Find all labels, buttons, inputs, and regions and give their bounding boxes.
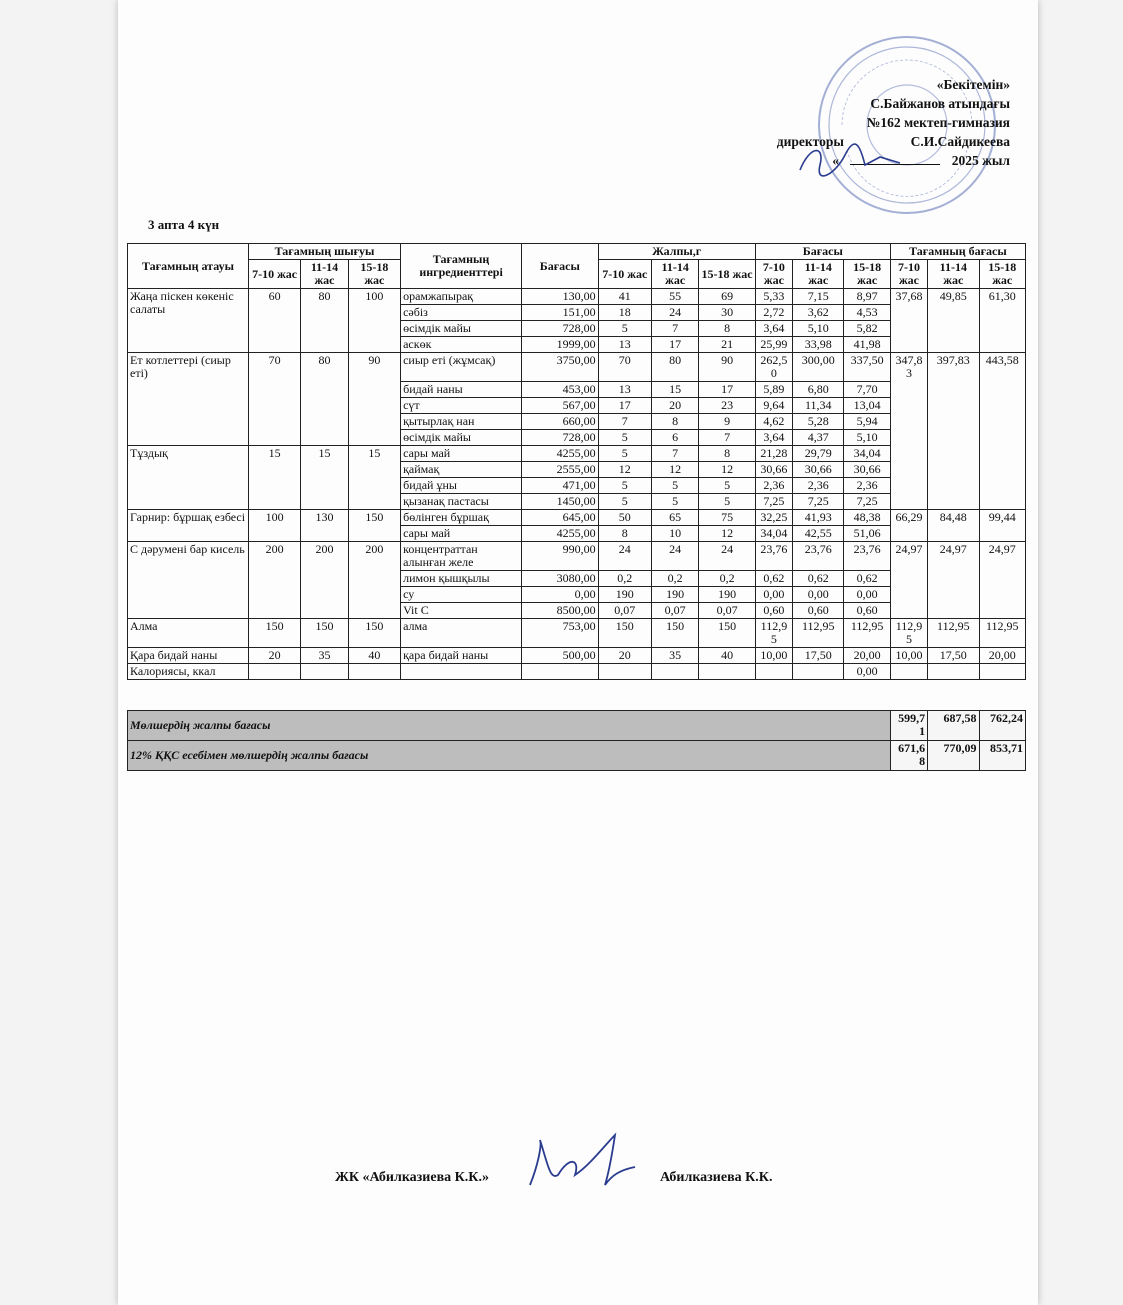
header-cost: Бағасы — [755, 244, 890, 260]
ingredient-name: бидай наны — [401, 382, 522, 398]
gross-grams: 65 — [652, 510, 699, 526]
ingredient-name: бөлінген бұршақ — [401, 510, 522, 526]
gross-grams: 0,2 — [652, 571, 699, 587]
empty-cell — [401, 664, 522, 680]
empty-cell — [598, 664, 651, 680]
gross-grams: 12 — [652, 462, 699, 478]
gross-grams: 7 — [598, 414, 651, 430]
ingredient-name: сүт — [401, 398, 522, 414]
gross-grams: 0,2 — [598, 571, 651, 587]
ingredient-name: қара бидай наны — [401, 648, 522, 664]
ingredient-row — [128, 648, 1026, 664]
ingredient-price: 1999,00 — [522, 337, 599, 353]
dish-cost: 10,00 — [890, 648, 927, 664]
ingredient-price: 3080,00 — [522, 571, 599, 587]
dish-output: 150 — [301, 619, 348, 648]
ingredient-row — [128, 289, 1026, 305]
ingredient-cost: 3,64 — [755, 321, 792, 337]
approval-line-3: №162 мектеп-гимназия — [866, 115, 1010, 130]
dish-output: 90 — [348, 353, 400, 446]
gross-grams: 50 — [598, 510, 651, 526]
gross-grams: 0,2 — [699, 571, 755, 587]
gross-grams: 10 — [652, 526, 699, 542]
header-gross: Жалпы,г — [598, 244, 755, 260]
gross-grams: 5 — [598, 478, 651, 494]
ingredient-name: концентраттан алынған желе — [401, 542, 522, 571]
ingredient-cost: 33,98 — [793, 337, 844, 353]
gross-grams: 150 — [699, 619, 755, 648]
ingredient-cost: 300,00 — [793, 353, 844, 382]
gross-grams: 0,07 — [652, 603, 699, 619]
dish-output: 40 — [348, 648, 400, 664]
ingredient-cost: 34,04 — [755, 526, 792, 542]
gross-grams: 7 — [699, 430, 755, 446]
gross-grams: 20 — [598, 648, 651, 664]
gross-grams: 35 — [652, 648, 699, 664]
total-label: 12% ҚҚС есебімен мөлшердің жалпы бағасы — [128, 741, 891, 771]
total-value: 671,68 — [890, 741, 927, 771]
header-age3: 15-18 жас — [979, 260, 1026, 289]
ingredient-cost: 0,62 — [755, 571, 792, 587]
gross-grams: 8 — [699, 446, 755, 462]
dish-cost: 347,83 — [890, 353, 927, 510]
ingredient-cost: 0,62 — [844, 571, 890, 587]
gross-grams: 190 — [699, 587, 755, 603]
gross-grams: 69 — [699, 289, 755, 305]
ingredient-name: Vit C — [401, 603, 522, 619]
dish-output: 80 — [301, 289, 348, 353]
gross-grams: 6 — [652, 430, 699, 446]
total-value: 762,24 — [979, 711, 1026, 741]
ingredient-name: орамжапырақ — [401, 289, 522, 305]
dish-cost: 24,97 — [890, 542, 927, 619]
ingredient-cost: 5,89 — [755, 382, 792, 398]
gross-grams: 17 — [598, 398, 651, 414]
total-value: 770,09 — [928, 741, 979, 771]
approval-line-2: С.Байжанов атындағы — [870, 96, 1010, 111]
dish-cost: 443,58 — [979, 353, 1026, 510]
dish-output: 70 — [248, 353, 300, 446]
ingredient-cost: 13,04 — [844, 398, 890, 414]
ingredient-cost: 2,36 — [844, 478, 890, 494]
ingredient-cost: 7,70 — [844, 382, 890, 398]
header-dish-cost: Тағамның бағасы — [890, 244, 1025, 260]
gross-grams: 15 — [652, 382, 699, 398]
ingredient-cost: 51,06 — [844, 526, 890, 542]
ingredient-price: 0,00 — [522, 587, 599, 603]
total-row — [128, 741, 1026, 771]
ingredient-cost: 25,99 — [755, 337, 792, 353]
date-year: 2025 жыл — [951, 153, 1010, 168]
ingredient-price: 130,00 — [522, 289, 599, 305]
ingredient-price: 728,00 — [522, 321, 599, 337]
ingredient-name: өсімдік майы — [401, 430, 522, 446]
date-open: « — [832, 153, 839, 168]
empty-cell — [652, 664, 699, 680]
ingredient-price: 728,00 — [522, 430, 599, 446]
gross-grams: 55 — [652, 289, 699, 305]
ingredient-cost: 5,10 — [844, 430, 890, 446]
ingredient-cost: 0,60 — [793, 603, 844, 619]
empty-cell — [248, 664, 300, 680]
header-output: Тағамның шығуы — [248, 244, 400, 260]
ingredient-row — [128, 510, 1026, 526]
gross-grams: 41 — [598, 289, 651, 305]
ingredient-cost: 2,72 — [755, 305, 792, 321]
calories-label: Калориясы, ккал — [128, 664, 249, 680]
empty-cell — [301, 664, 348, 680]
dish-output: 150 — [348, 619, 400, 648]
gross-grams: 24 — [699, 542, 755, 571]
gross-grams: 75 — [699, 510, 755, 526]
ingredient-cost: 20,00 — [844, 648, 890, 664]
dish-name: Гарнир: бұршақ езбесі — [128, 510, 249, 542]
footer-name: Абилказиева К.К. — [660, 1170, 773, 1185]
gross-grams: 24 — [652, 305, 699, 321]
gross-grams: 8 — [652, 414, 699, 430]
header-age1: 7-10 жас — [248, 260, 300, 289]
ingredient-cost: 5,94 — [844, 414, 890, 430]
dish-output: 15 — [248, 446, 300, 510]
ingredient-cost: 4,53 — [844, 305, 890, 321]
gross-grams: 8 — [598, 526, 651, 542]
ingredient-name: қытырлақ нан — [401, 414, 522, 430]
ingredient-row — [128, 619, 1026, 648]
gross-grams: 5 — [699, 478, 755, 494]
dish-name: С дәрумені бар кисель — [128, 542, 249, 619]
gross-grams: 5 — [598, 446, 651, 462]
ingredient-cost: 2,36 — [755, 478, 792, 494]
ingredient-row — [128, 353, 1026, 382]
director-signature-image — [790, 135, 920, 185]
dish-cost: 24,97 — [928, 542, 979, 619]
ingredient-cost: 3,62 — [793, 305, 844, 321]
ingredient-cost: 337,50 — [844, 353, 890, 382]
gross-grams: 9 — [699, 414, 755, 430]
ingredient-cost: 112,95 — [844, 619, 890, 648]
week-day-label: 3 апта 4 күн — [148, 217, 220, 232]
dish-name: Алма — [128, 619, 249, 648]
calories-row — [128, 664, 1026, 680]
dish-output: 100 — [348, 289, 400, 353]
ingredient-name: сары май — [401, 526, 522, 542]
header-age2: 11-14 жас — [928, 260, 979, 289]
ingredient-name: өсімдік майы — [401, 321, 522, 337]
ingredient-cost: 23,76 — [793, 542, 844, 571]
ingredient-name: қаймақ — [401, 462, 522, 478]
dish-name: Қара бидай наны — [128, 648, 249, 664]
gross-grams: 190 — [652, 587, 699, 603]
footer-company: ЖК «Абилказиева К.К.» — [335, 1170, 489, 1185]
gross-grams: 150 — [652, 619, 699, 648]
ingredient-cost: 9,64 — [755, 398, 792, 414]
ingredient-cost: 32,25 — [755, 510, 792, 526]
ingredient-price: 500,00 — [522, 648, 599, 664]
dish-output: 60 — [248, 289, 300, 353]
spacer-row — [128, 680, 1026, 711]
ingredient-cost: 23,76 — [755, 542, 792, 571]
empty-cell — [979, 664, 1026, 680]
menu-table — [127, 243, 1026, 771]
ingredient-cost: 0,62 — [793, 571, 844, 587]
header-age3: 15-18 жас — [348, 260, 400, 289]
dish-cost: 397,83 — [928, 353, 979, 510]
total-value: 687,58 — [928, 711, 979, 741]
director-name: С.И.Сайдикеева — [910, 134, 1010, 149]
approval-line-1: «Бекітемін» — [936, 77, 1010, 92]
ingredient-cost: 8,97 — [844, 289, 890, 305]
ingredient-cost: 11,34 — [793, 398, 844, 414]
ingredient-name: сары май — [401, 446, 522, 462]
calories-value: 0,00 — [844, 664, 890, 680]
dish-cost: 66,29 — [890, 510, 927, 542]
ingredient-cost: 48,38 — [844, 510, 890, 526]
gross-grams: 13 — [598, 337, 651, 353]
ingredient-name: аскөк — [401, 337, 522, 353]
header-age2: 11-14 жас — [301, 260, 348, 289]
ingredient-cost: 0,00 — [844, 587, 890, 603]
header-age3: 15-18 жас — [699, 260, 755, 289]
ingredient-name: қызанақ пастасы — [401, 494, 522, 510]
ingredient-price: 1450,00 — [522, 494, 599, 510]
ingredient-cost: 112,95 — [755, 619, 792, 648]
dish-output: 200 — [348, 542, 400, 619]
dish-cost: 20,00 — [979, 648, 1026, 664]
total-row — [128, 711, 1026, 741]
total-value: 853,71 — [979, 741, 1026, 771]
menu-body — [128, 289, 1026, 771]
ingredient-cost: 4,62 — [755, 414, 792, 430]
dish-output: 200 — [248, 542, 300, 619]
gross-grams: 5 — [652, 494, 699, 510]
empty-cell — [890, 664, 927, 680]
ingredient-cost: 7,25 — [844, 494, 890, 510]
dish-cost: 99,44 — [979, 510, 1026, 542]
ingredient-name: сәбіз — [401, 305, 522, 321]
dish-output: 20 — [248, 648, 300, 664]
gross-grams: 18 — [598, 305, 651, 321]
ingredient-price: 4255,00 — [522, 526, 599, 542]
ingredient-cost: 29,79 — [793, 446, 844, 462]
gross-grams: 0,07 — [699, 603, 755, 619]
dish-output: 100 — [248, 510, 300, 542]
ingredient-cost: 5,10 — [793, 321, 844, 337]
dish-cost: 112,95 — [890, 619, 927, 648]
dish-name: Тұздық — [128, 446, 249, 510]
ingredient-cost: 30,66 — [793, 462, 844, 478]
dish-cost: 112,95 — [979, 619, 1026, 648]
ingredient-cost: 42,55 — [793, 526, 844, 542]
empty-cell — [928, 664, 979, 680]
dish-cost: 49,85 — [928, 289, 979, 353]
header-age2: 11-14 жас — [652, 260, 699, 289]
ingredient-name: бидай ұны — [401, 478, 522, 494]
gross-grams: 12 — [699, 526, 755, 542]
gross-grams: 40 — [699, 648, 755, 664]
ingredient-price: 2555,00 — [522, 462, 599, 478]
ingredient-cost: 0,60 — [755, 603, 792, 619]
gross-grams: 5 — [598, 430, 651, 446]
ingredient-price: 567,00 — [522, 398, 599, 414]
gross-grams: 7 — [652, 321, 699, 337]
ingredient-price: 8500,00 — [522, 603, 599, 619]
header-ingredients: Тағамның ингредиенттері — [401, 244, 522, 289]
header-age1: 7-10 жас — [598, 260, 651, 289]
dish-output: 200 — [301, 542, 348, 619]
gross-grams: 12 — [598, 462, 651, 478]
header-age1: 7-10 жас — [755, 260, 792, 289]
dish-output: 80 — [301, 353, 348, 446]
ingredient-cost: 30,66 — [844, 462, 890, 478]
dish-cost: 84,48 — [928, 510, 979, 542]
gross-grams: 8 — [699, 321, 755, 337]
ingredient-price: 645,00 — [522, 510, 599, 526]
dish-cost: 112,95 — [928, 619, 979, 648]
entrepreneur-signature-image — [520, 1125, 640, 1200]
ingredient-price: 453,00 — [522, 382, 599, 398]
ingredient-cost: 23,76 — [844, 542, 890, 571]
ingredient-cost: 0,00 — [793, 587, 844, 603]
ingredient-cost: 5,28 — [793, 414, 844, 430]
ingredient-cost: 10,00 — [755, 648, 792, 664]
gross-grams: 190 — [598, 587, 651, 603]
ingredient-price: 3750,00 — [522, 353, 599, 382]
gross-grams: 17 — [699, 382, 755, 398]
header-dish: Тағамның атауы — [128, 244, 249, 289]
gross-grams: 0,07 — [598, 603, 651, 619]
gross-grams: 24 — [652, 542, 699, 571]
ingredient-name: лимон қышқылы — [401, 571, 522, 587]
header-age1: 7-10 жас — [890, 260, 927, 289]
ingredient-cost: 262,50 — [755, 353, 792, 382]
ingredient-price: 4255,00 — [522, 446, 599, 462]
total-value: 599,71 — [890, 711, 927, 741]
gross-grams: 21 — [699, 337, 755, 353]
ingredient-name: сиыр еті (жұмсақ) — [401, 353, 522, 382]
ingredient-cost: 6,80 — [793, 382, 844, 398]
director-role: директоры — [776, 134, 844, 149]
dish-output: 150 — [348, 510, 400, 542]
dish-cost: 61,30 — [979, 289, 1026, 353]
gross-grams: 13 — [598, 382, 651, 398]
gross-grams: 23 — [699, 398, 755, 414]
empty-cell — [793, 664, 844, 680]
header-price: Бағасы — [522, 244, 599, 289]
spacer-cell — [128, 680, 1026, 711]
ingredient-row — [128, 542, 1026, 571]
ingredient-price: 753,00 — [522, 619, 599, 648]
gross-grams: 24 — [598, 542, 651, 571]
ingredient-cost: 7,25 — [793, 494, 844, 510]
header-age2: 11-14 жас — [793, 260, 844, 289]
gross-grams: 5 — [699, 494, 755, 510]
ingredient-cost: 21,28 — [755, 446, 792, 462]
empty-cell — [699, 664, 755, 680]
total-label: Мөлшердің жалпы бағасы — [128, 711, 891, 741]
gross-grams: 30 — [699, 305, 755, 321]
gross-grams: 150 — [598, 619, 651, 648]
ingredient-price: 471,00 — [522, 478, 599, 494]
ingredient-cost: 112,95 — [793, 619, 844, 648]
gross-grams: 5 — [598, 494, 651, 510]
ingredient-cost: 5,82 — [844, 321, 890, 337]
empty-cell — [522, 664, 599, 680]
ingredient-cost: 3,64 — [755, 430, 792, 446]
gross-grams: 80 — [652, 353, 699, 382]
gross-grams: 12 — [699, 462, 755, 478]
empty-cell — [755, 664, 792, 680]
gross-grams: 17 — [652, 337, 699, 353]
ingredient-price: 151,00 — [522, 305, 599, 321]
dish-name: Ет котлеттері (сиыр еті) — [128, 353, 249, 446]
dish-output: 130 — [301, 510, 348, 542]
dish-output: 35 — [301, 648, 348, 664]
ingredient-cost: 7,15 — [793, 289, 844, 305]
dish-output: 15 — [348, 446, 400, 510]
ingredient-cost: 41,93 — [793, 510, 844, 526]
gross-grams: 90 — [699, 353, 755, 382]
dish-cost: 37,68 — [890, 289, 927, 353]
dish-cost: 24,97 — [979, 542, 1026, 619]
dish-name: Жаңа піскен көкеніс салаты — [128, 289, 249, 353]
gross-grams: 7 — [652, 446, 699, 462]
ingredient-cost: 0,60 — [844, 603, 890, 619]
header-age3: 15-18 жас — [844, 260, 890, 289]
ingredient-cost: 41,98 — [844, 337, 890, 353]
gross-grams: 70 — [598, 353, 651, 382]
ingredient-cost: 30,66 — [755, 462, 792, 478]
empty-cell — [348, 664, 400, 680]
ingredient-cost: 17,50 — [793, 648, 844, 664]
ingredient-price: 990,00 — [522, 542, 599, 571]
ingredient-name: су — [401, 587, 522, 603]
gross-grams: 5 — [652, 478, 699, 494]
gross-grams: 5 — [598, 321, 651, 337]
dish-output: 15 — [301, 446, 348, 510]
ingredient-cost: 2,36 — [793, 478, 844, 494]
gross-grams: 20 — [652, 398, 699, 414]
ingredient-price: 660,00 — [522, 414, 599, 430]
ingredient-cost: 4,37 — [793, 430, 844, 446]
dish-output: 150 — [248, 619, 300, 648]
ingredient-cost: 5,33 — [755, 289, 792, 305]
ingredient-cost: 7,25 — [755, 494, 792, 510]
ingredient-name: алма — [401, 619, 522, 648]
dish-cost: 17,50 — [928, 648, 979, 664]
ingredient-cost: 0,00 — [755, 587, 792, 603]
ingredient-cost: 34,04 — [844, 446, 890, 462]
